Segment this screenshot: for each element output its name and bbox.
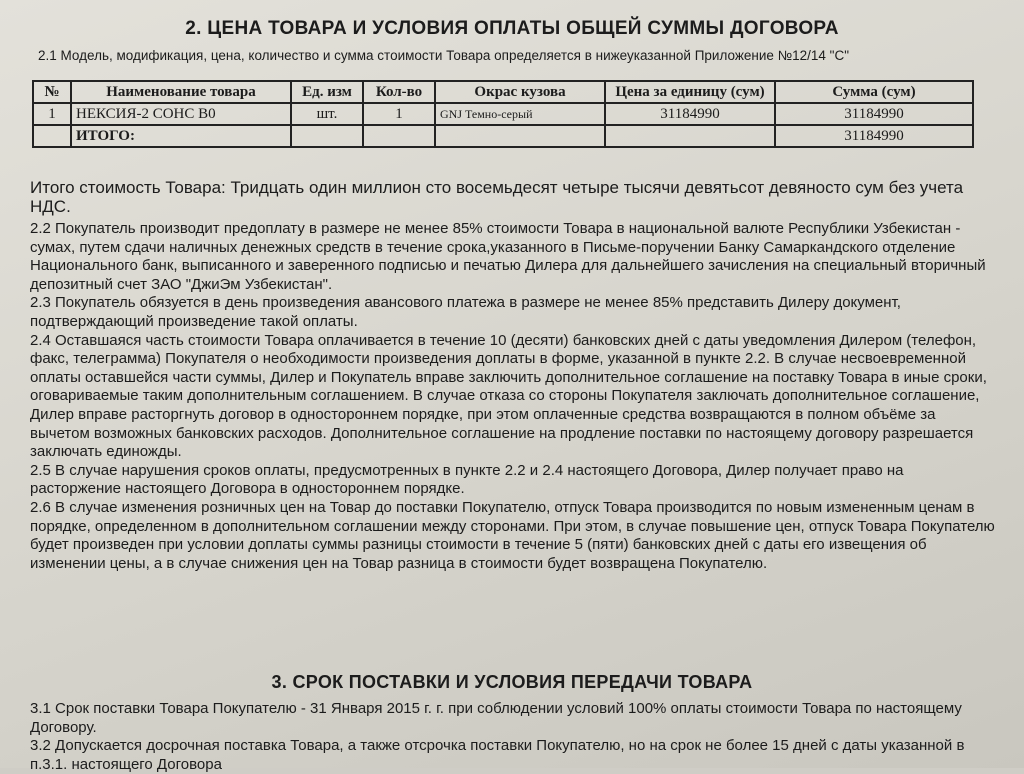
cell-qty: 1 bbox=[363, 103, 435, 125]
cell-number: 1 bbox=[33, 103, 71, 125]
cell-empty bbox=[33, 125, 71, 147]
cell-name: НЕКСИЯ-2 СОНС В0 bbox=[71, 103, 291, 125]
cell-sum: 31184990 bbox=[775, 103, 973, 125]
clause-2-4: 2.4 Оставшаяся часть стоимости Товара оплачивается в течение 10 (десяти) банковских дней с даты уведомления Дилером (телефон, факс, телеграмма) Покупателя о необходимости произведения доплаты в форме, указанной в пункте 2.2. В случае несвоевременной оплаты оставшейся части суммы, Дилер и Покупатель вправе заключить дополнительное соглашение на поставку Товара в иные сроки, оговариваемые таким дополнительным соглашением. В случае отказа со стороны Покупателя заключать дополнительное соглашение, Дилер вправе расторгнуть договор в одностороннем порядке, при этом оплаченные средства возвращаются в полном объёме за вычетом возможных банковских расходов. Дополнительное соглашение на продление поставки по настоящему договору разрешается заключать единожды. bbox=[30, 331, 987, 461]
cell-unit: шт. bbox=[291, 103, 363, 125]
clause-3-1: 3.1 Срок поставки Товара Покупателю - 31 Января 2015 г. г. при соблюдении условий 100% оплаты стоимости Товара по настоящему Договору. bbox=[30, 700, 962, 736]
cell-empty bbox=[291, 125, 363, 147]
section-2-title: 2. ЦЕНА ТОВАРА И УСЛОВИЯ ОПЛАТЫ ОБЩЕЙ СУММЫ ДОГОВОРА bbox=[185, 18, 839, 39]
section-2-clauses bbox=[30, 220, 996, 573]
cell-empty bbox=[435, 125, 605, 147]
clause-2-5: 2.5 В случае нарушения сроков оплаты, предусмотренных в пункте 2.2 и 2.4 настоящего Договора, Дилер получает право на расторжение настоящего Договора в одностороннем порядке. bbox=[30, 461, 904, 498]
table-header-row bbox=[33, 81, 973, 103]
clause-2-6: 2.6 В случае изменения розничных цен на Товар до поставки Покупателю, отпуск Товара производится по новым измененным ценам в порядке, определенном в дополнительном соглашении между сторонами. При этом, в случае повышение цен, отпуск Товара Покупателю будет произведен при условии доплаты суммы разницы стоимости в течение 5 (пяти) банковских дней с даты его извещения об изменении цены, а в случае снижения цен на Товар разница в стоимости будет возвращена Покупателю. bbox=[30, 498, 995, 572]
table-row bbox=[33, 103, 973, 125]
clause-2-1: 2.1 Модель, модификация, цена, количество и сумма стоимости Товара определяется в нижеуказанной Приложение №12/14 "С" bbox=[38, 48, 849, 63]
col-header-sum: Сумма (сум) bbox=[775, 81, 973, 103]
total-label: ИТОГО: bbox=[71, 125, 291, 147]
col-header-unit: Ед. изм bbox=[291, 81, 363, 103]
goods-table bbox=[32, 80, 974, 148]
clause-2-2: 2.2 Покупатель производит предоплату в размере не менее 85% стоимости Товара в национальной валюте Республики Узбекистан - сумах, путем сдачи наличных денежных средств в течение срока,указанного в Письме-поручении Банку Самаркандского отделение Национального банк, выписанного и заверенного подписью и печатью Дилера для дальнейшего зачисления на специальный вторичный депозитный счет ЗАО "ДжиЭм Узбекистан". bbox=[30, 220, 986, 293]
section-3-clauses bbox=[30, 700, 996, 774]
col-header-color: Окрас кузова bbox=[435, 81, 605, 103]
section-3-title: 3. СРОК ПОСТАВКИ И УСЛОВИЯ ПЕРЕДАЧИ ТОВАРА bbox=[271, 672, 753, 692]
clause-3-2: 3.2 Допускается досрочная поставка Товара, а также отсрочка поставки Покупателю, но на срок не более 15 дней с даты указанной в п.3.1. настоящего Договора bbox=[30, 737, 965, 773]
total-in-words: Итого стоимость Товара: Тридцать один миллион сто восемьдесят четыре тысячи девятьсот девяносто сум без учета НДС. bbox=[30, 178, 964, 216]
table-total-row bbox=[33, 125, 973, 147]
col-header-number: № bbox=[33, 81, 71, 103]
cell-empty bbox=[363, 125, 435, 147]
col-header-name: Наименование товара bbox=[71, 81, 291, 103]
col-header-unit-price: Цена за единицу (сум) bbox=[605, 81, 775, 103]
cell-color: GNJ Темно-серый bbox=[435, 103, 605, 125]
col-header-qty: Кол-во bbox=[363, 81, 435, 103]
total-value: 31184990 bbox=[775, 125, 973, 147]
cell-unit-price: 31184990 bbox=[605, 103, 775, 125]
clause-2-3: 2.3 Покупатель обязуется в день произведения авансового платежа в размере не менее 85% представить Дилеру документ, подтверждающий произведение такой оплаты. bbox=[30, 294, 901, 330]
cell-empty bbox=[605, 125, 775, 147]
